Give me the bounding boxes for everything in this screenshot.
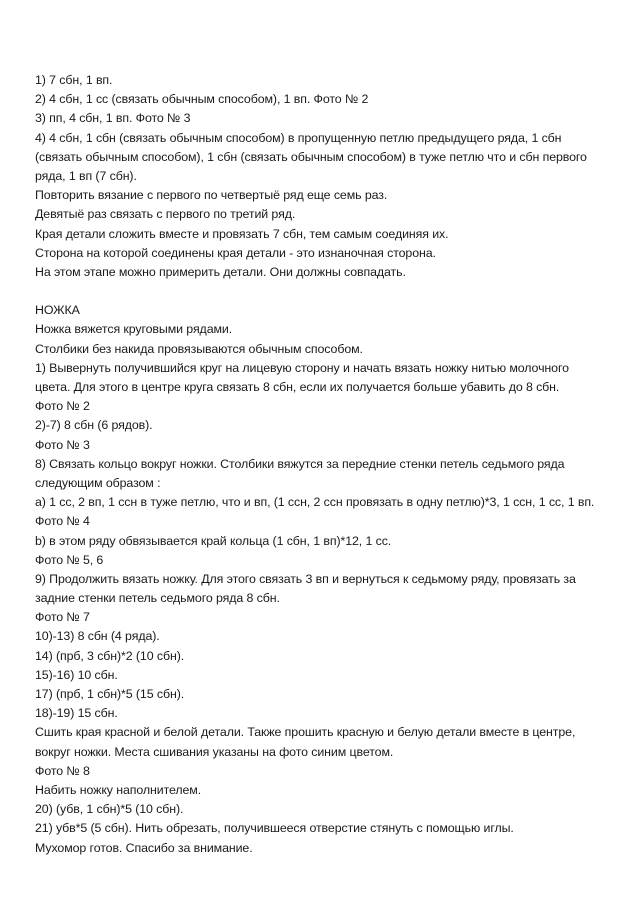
- text-line: a) 1 сс, 2 вп, 1 ссн в туже петлю, что и вп, (1 ссн, 2 ссн провязать в одну петлю)*3, 1 ссн, 1 сс, 1 вп.: [35, 495, 595, 510]
- text-line: 8) Связать кольцо вокруг ножки. Столбики вяжутся за передние стенки петель седьмого ряда: [35, 456, 565, 471]
- text-line: 9) Продолжить вязать ножку. Для этого связать 3 вп и вернуться к седьмому ряду, провязать за: [35, 571, 576, 586]
- text-line: Повторить вязание с первого по четвертыё ряд еще семь раз.: [35, 188, 388, 203]
- photo-reference: Фото № 7: [35, 610, 90, 625]
- text-line: 21) убв*5 (5 сбн). Нить обрезать, получившееся отверстие стянуть с помощью иглы.: [35, 821, 514, 836]
- text-line: 15)-16) 10 сбн.: [35, 667, 118, 682]
- photo-reference: Фото № 4: [35, 514, 90, 529]
- pattern-section-cap: [35, 71, 621, 282]
- text-line: вокруг ножки. Места сшивания указаны на фото синим цветом.: [35, 744, 394, 759]
- text-line: Девятыё раз связать с первого по третий ряд.: [35, 207, 296, 222]
- text-line: 4) 4 сбн, 1 сбн (связать обычным способом) в пропущенную петлю предыдущего ряда, 1 сбн: [35, 130, 562, 145]
- text-line: (связать обычным способом), 1 сбн (связать обычным способом) в туже петлю что и сбн первого: [35, 149, 587, 164]
- text-line: Мухомор готов. Спасибо за внимание.: [35, 840, 253, 855]
- text-line: Ножка вяжется круговыми рядами.: [35, 322, 233, 337]
- text-line: Сшить края красной и белой детали. Также прошить красную и белую детали вместе в центре,: [35, 725, 576, 740]
- text-line: цвета. Для этого в центре круга связать 8 сбн, если их получается больше убавить до 8 сбн.: [35, 380, 560, 394]
- text-line: ряда, 1 вп (7 сбн).: [35, 168, 137, 183]
- pattern-section-stem: [35, 301, 621, 857]
- text-line: 2) 4 сбн, 1 сс (связать обычным способом), 1 вп. Фото № 2: [35, 92, 369, 107]
- text-line: 17) (прб, 1 сбн)*5 (15 сбн).: [35, 687, 185, 701]
- text-line: 10)-13) 8 сбн (4 ряда).: [35, 629, 160, 644]
- text-line: 14) (прб, 3 сбн)*2 (10 сбн).: [35, 648, 185, 663]
- text-line: задние стенки петель седьмого ряда 8 сбн.: [35, 591, 280, 606]
- photo-reference: Фото № 8: [35, 763, 90, 778]
- section-heading: НОЖКА: [35, 303, 80, 318]
- document-body: [35, 71, 621, 858]
- text-line: 1) 7 сбн, 1 вп.: [35, 73, 113, 87]
- photo-reference: Фото № 5, 6: [35, 552, 104, 567]
- photo-reference: Фото № 3: [35, 437, 90, 452]
- text-line: Сторона на которой соединены края детали - это изнаночная сторона.: [35, 245, 436, 260]
- text-line: 3) пп, 4 сбн, 1 вп. Фото № 3: [35, 111, 191, 126]
- text-line: 2)-7) 8 сбн (6 рядов).: [35, 418, 153, 433]
- photo-reference: Фото № 2: [35, 399, 90, 414]
- text-line: 1) Вывернуть получившийся круг на лицевую сторону и начать вязать ножку нитью молочного: [35, 360, 569, 375]
- text-line: На этом этапе можно примерить детали. Они должны совпадать.: [35, 264, 406, 279]
- text-line: Набить ножку наполнителем.: [35, 782, 202, 797]
- text-line: 18)-19) 15 сбн.: [35, 706, 118, 721]
- text-line: Столбики без накида провязываются обычным способом.: [35, 341, 363, 356]
- text-line: b) в этом ряду обвязывается край кольца (1 сбн, 1 вп)*12, 1 сс.: [35, 533, 392, 548]
- section-spacer: [35, 282, 621, 301]
- text-line: следующим образом :: [35, 475, 161, 490]
- text-line: Края детали сложить вместе и провязать 7 сбн, тем самым соединяя их.: [35, 226, 449, 241]
- text-line: 20) (убв, 1 сбн)*5 (10 сбн).: [35, 802, 184, 817]
